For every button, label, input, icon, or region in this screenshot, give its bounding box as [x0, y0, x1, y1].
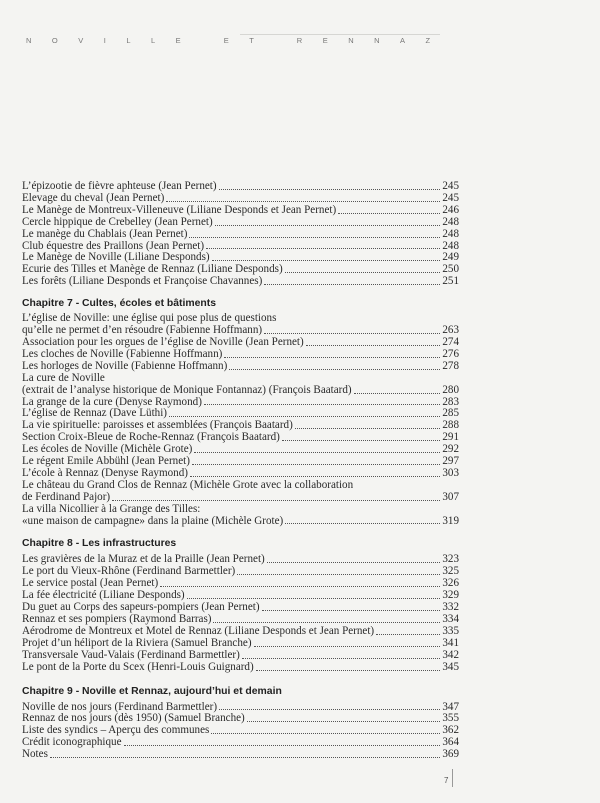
toc-entry	[22, 361, 459, 373]
toc-page-number: 335	[442, 624, 459, 637]
dot-leader	[224, 357, 440, 358]
toc-entry-title: L’église de Rennaz (Dave Lüthi)	[22, 407, 167, 420]
toc-entry-title: Les horloges de Noville (Fabienne Hoffmann)	[22, 359, 228, 372]
toc-entry	[22, 385, 459, 397]
toc-entry-title: Aérodrome de Montreux et Motel de Rennaz (Liliane Desponds et Jean Pernet)	[22, 624, 375, 637]
toc-entry-line: Le château du Grand Clos de Rennaz (Michèle Grote avec la collaboration	[22, 478, 354, 491]
section-top	[22, 181, 459, 288]
toc-entry-title: Elevage du cheval (Jean Pernet)	[22, 191, 165, 204]
toc-entry-title: La fée électricité (Liliane Desponds)	[22, 589, 185, 602]
dot-leader	[282, 440, 441, 441]
toc-entry-title: Crédit iconographique	[22, 736, 122, 749]
page-number: 7	[444, 776, 449, 785]
toc-entry-title: Rennaz de nos jours (dès 1950) (Samuel Branche)	[22, 712, 245, 725]
dot-leader	[192, 464, 440, 465]
dot-leader	[285, 272, 441, 273]
dot-leader	[354, 393, 441, 394]
toc-entry-title: L’épizootie de fièvre aphteuse (Jean Pernet)	[22, 180, 217, 192]
toc-entry-title: Club équestre des Praillons (Jean Pernet)	[22, 239, 205, 252]
dot-leader	[254, 646, 441, 647]
dot-leader	[242, 658, 441, 659]
dot-leader	[160, 586, 440, 587]
folio-rule	[452, 769, 453, 787]
toc-page-number: 245	[442, 191, 459, 204]
toc-entry-title: Les cloches de Noville (Fabienne Hoffmann)	[22, 347, 223, 360]
dot-leader	[376, 634, 440, 635]
dot-leader	[285, 523, 440, 524]
toc-page-number: 323	[442, 553, 459, 566]
chapter-8-heading: Chapitre 8 - Les infrastructures	[22, 538, 177, 550]
toc-page-number: 369	[442, 748, 459, 761]
toc-page-number: 288	[442, 419, 459, 432]
dot-leader	[212, 260, 441, 261]
toc-entry-title: Projet d’un héliport de la Riviera (Samuel Branche)	[22, 636, 252, 649]
running-title: NOVILLE ET RENNAZ	[26, 36, 451, 45]
toc-page-number: 329	[442, 589, 459, 602]
toc-entry-title: Le Manège de Noville (Liliane Desponds)	[22, 251, 210, 264]
toc-page-number: 274	[442, 335, 459, 348]
toc-page-number: 307	[442, 490, 459, 503]
dot-leader	[219, 709, 440, 710]
toc-page-number: 246	[442, 203, 459, 216]
toc-entry-line: L’église de Noville: une église qui pose plus de questions	[22, 312, 277, 325]
toc-entry-title: qu’elle ne permet d’en résoudre (Fabienne Hoffmann)	[22, 324, 263, 337]
toc-entry-title: Les forêts (Liliane Desponds et Françoise Chavannes)	[22, 275, 263, 288]
toc-page-number: 249	[442, 251, 459, 264]
toc-page-number: 342	[442, 648, 459, 661]
chapter-7-heading: Chapitre 7 - Cultes, écoles et bâtiments	[22, 298, 217, 310]
toc-entry	[22, 205, 459, 217]
toc-entry	[22, 650, 459, 662]
toc-page-number: 347	[442, 700, 459, 713]
toc-entry	[22, 276, 459, 288]
toc-entry-line: La cure de Noville	[22, 371, 105, 384]
dot-leader	[206, 248, 440, 249]
toc-page-number: 276	[442, 347, 459, 360]
toc-page-number: 303	[442, 466, 459, 479]
toc-entry-title: Le port du Vieux-Rhône (Ferdinand Barmettler)	[22, 565, 236, 578]
dot-leader	[213, 622, 440, 623]
toc-entry-title: Le régent Emile Abbühl (Jean Pernet)	[22, 455, 190, 468]
dot-leader	[338, 213, 440, 214]
toc-entry-line: La villa Nicollier à la Grange des Tilles:	[22, 502, 201, 515]
dot-leader	[190, 476, 440, 477]
dot-leader	[267, 562, 441, 563]
toc-page-number: 362	[442, 724, 459, 737]
toc-entry-title: Du guet au Corps des sapeurs-pompiers (Jean Pernet)	[22, 601, 260, 614]
toc-entry-title: Rennaz et ses pompiers (Raymond Barras)	[22, 613, 212, 625]
dot-leader	[295, 428, 441, 429]
toc-entry-title: (extrait de l’analyse historique de Monique Fontannaz) (François Baatard)	[22, 383, 352, 396]
chapter-9-entries	[22, 702, 459, 762]
toc-page-number: 280	[442, 383, 459, 396]
toc-page-number: 345	[442, 660, 459, 673]
toc-page-number: 292	[442, 443, 459, 456]
toc-entry-title: Le Manège de Montreux-Villeneuve (Liliane Desponds et Jean Pernet)	[22, 203, 337, 216]
table-of-contents	[22, 181, 459, 761]
dot-leader	[262, 610, 441, 611]
toc-page-number: 355	[442, 712, 459, 725]
toc-page-number: 250	[442, 263, 459, 276]
toc-page-number: 319	[442, 514, 459, 527]
toc-entry	[22, 492, 459, 504]
dot-leader	[166, 201, 440, 202]
toc-entry	[22, 349, 459, 361]
toc-entry-title: de Ferdinand Pajor)	[22, 490, 111, 503]
toc-page-number: 251	[442, 275, 459, 288]
toc-entry	[22, 749, 459, 761]
toc-entry-title: Section Croix-Bleue de Roche-Rennaz (François Baatard)	[22, 431, 280, 444]
toc-entry-title: Association pour les orgues de l’église de Noville (Jean Pernet)	[22, 335, 304, 348]
dot-leader	[204, 404, 440, 405]
toc-entry	[22, 217, 459, 229]
toc-page-number: 325	[442, 565, 459, 578]
toc-page-number: 248	[442, 227, 459, 240]
toc-entry	[22, 737, 459, 749]
toc-page-number: 248	[442, 239, 459, 252]
toc-entry-title: Notes	[22, 748, 48, 761]
toc-entry-title: Les gravières de la Muraz et de la Praille (Jean Pernet)	[22, 553, 265, 566]
toc-entry-title: La grange de la cure (Denyse Raymond)	[22, 395, 202, 408]
toc-page-number: 291	[442, 431, 459, 444]
dot-leader	[306, 345, 441, 346]
dot-leader	[169, 416, 440, 417]
toc-entry	[22, 638, 459, 650]
toc-entry-title: Liste des syndics – Aperçu des communes	[22, 724, 210, 737]
toc-entry	[22, 516, 459, 528]
dot-leader	[219, 189, 441, 190]
toc-entry	[22, 229, 459, 241]
toc-entry-title: Le pont de la Porte du Scex (Henri-Louis Guignard)	[22, 660, 254, 673]
toc-entry-title: Le manège du Chablais (Jean Pernet)	[22, 227, 188, 240]
toc-page-number: 278	[442, 359, 459, 372]
toc-page-number: 334	[442, 613, 459, 625]
dot-leader	[124, 745, 441, 746]
toc-entry-title: La vie spirituelle: paroisses et assemblées (François Baatard)	[22, 419, 293, 432]
toc-page-number: 326	[442, 577, 459, 590]
toc-page-number: 341	[442, 636, 459, 649]
toc-entry-title: L’école à Rennaz (Denyse Raymond)	[22, 466, 188, 479]
toc-entry-title: Ecurie des Tilles et Manège de Rennaz (Liliane Desponds)	[22, 263, 283, 276]
toc-page-number: 263	[442, 324, 459, 337]
dot-leader	[189, 237, 440, 238]
dot-leader	[112, 500, 440, 501]
toc-page-number: 297	[442, 455, 459, 468]
dot-leader	[50, 757, 440, 758]
chapter-8-entries	[22, 554, 459, 673]
toc-entry-title: Transversale Vaud-Valais (Ferdinand Barmettler)	[22, 648, 240, 661]
dot-leader	[256, 670, 441, 671]
toc-page-number: 364	[442, 736, 459, 749]
toc-page-number: 245	[442, 180, 459, 192]
dot-leader	[247, 721, 441, 722]
toc-entry-title: Noville de nos jours (Ferdinand Barmettler)	[22, 700, 218, 713]
dot-leader	[237, 574, 440, 575]
dot-leader	[187, 598, 441, 599]
toc-entry-title: «une maison de campagne» dans la plaine (Michèle Grote)	[22, 514, 284, 527]
dot-leader	[194, 452, 440, 453]
toc-entry	[22, 662, 459, 674]
dot-leader	[211, 733, 440, 734]
chapter-9-heading: Chapitre 9 - Noville et Rennaz, aujourd’hui et demain	[22, 685, 282, 697]
dot-leader	[264, 284, 440, 285]
toc-page-number: 248	[442, 215, 459, 228]
header-rule	[240, 34, 440, 35]
toc-page-number: 332	[442, 601, 459, 614]
toc-entry-title: Cercle hippique de Crebelley (Jean Pernet)	[22, 215, 213, 228]
toc-page-number: 283	[442, 395, 459, 408]
toc-entry-title: Le service postal (Jean Pernet)	[22, 577, 159, 590]
dot-leader	[264, 333, 440, 334]
dot-leader	[229, 369, 440, 370]
chapter-7-entries	[22, 313, 459, 527]
dot-leader	[215, 225, 441, 226]
toc-entry-title: Les écoles de Noville (Michèle Grote)	[22, 443, 193, 456]
toc-page-number: 285	[442, 407, 459, 420]
